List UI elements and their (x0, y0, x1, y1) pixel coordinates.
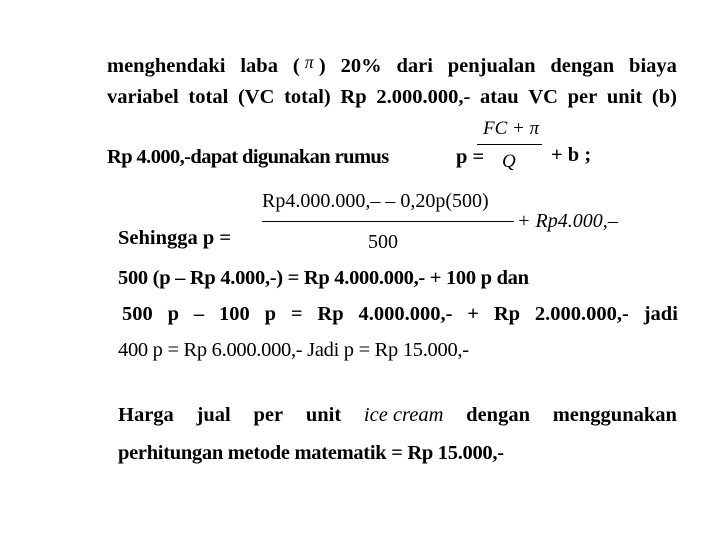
word: Rp (493, 303, 521, 325)
word: 2.000.000,- (534, 303, 629, 325)
word: p (167, 303, 180, 325)
formula-fraction-bar (477, 144, 542, 145)
word: Rp (340, 86, 367, 108)
word: Rp (317, 303, 344, 325)
word: biaya (629, 55, 677, 77)
step-line2 (122, 304, 678, 325)
word: penjualan (447, 55, 536, 77)
step-line1: 500 (p – Rp 4.000,-) = Rp 4.000.000,- + 100 p dan (118, 267, 529, 289)
word: per (567, 86, 598, 108)
word: jual (196, 404, 231, 426)
word-italic: ice cream (363, 404, 444, 426)
word: atau (479, 86, 519, 108)
word: VC (528, 86, 558, 108)
word: per (253, 404, 284, 426)
profit-symbol: ( π ) (292, 52, 326, 77)
word: + (467, 303, 479, 325)
word: jadi (643, 303, 678, 325)
para1-line1 (107, 52, 677, 77)
word: 2.000.000,- (376, 86, 471, 108)
sehingga-tail: + Rp4.000,– (517, 210, 618, 232)
word: laba (240, 55, 278, 77)
word: 4.000.000,- (358, 303, 453, 325)
word: (VC (237, 86, 275, 108)
word: dengan (466, 404, 530, 426)
word: – (193, 303, 205, 325)
formula-tail: + b ; (551, 144, 592, 166)
word: menggunakan (552, 404, 677, 426)
formula-numerator: FC + π (483, 118, 540, 139)
word: (b) (651, 86, 677, 108)
word: unit (606, 86, 643, 108)
sehingga-numerator (262, 191, 489, 211)
conclusion-line1 (118, 405, 677, 426)
conclusion-line2: perhitungan metode matematik = Rp 15.000,- (118, 442, 504, 464)
word: variabel (107, 86, 179, 108)
numerator-text: Rp4.000.000,– – 0,20p(500) (262, 190, 489, 212)
word: Harga (118, 404, 174, 426)
word: menghendaki (107, 55, 226, 77)
sehingga-fraction-bar (262, 221, 514, 222)
word: = (290, 303, 303, 325)
word: 20% (340, 55, 382, 77)
word: p (264, 303, 276, 325)
sehingga-label: Sehingga p = (118, 227, 232, 249)
word: dari (396, 55, 433, 77)
step-line3: 400 p = Rp 6.000.000,- Jadi p = Rp 15.000,- (118, 339, 469, 361)
word: dengan (550, 55, 615, 77)
word: total) (284, 86, 331, 108)
para1-line3-text: Rp 4.000,-dapat digunakan rumus (107, 146, 389, 168)
word: 500 (122, 303, 153, 325)
word: unit (305, 404, 342, 426)
formula-denominator: Q (502, 151, 516, 172)
sehingga-denominator: 500 (368, 231, 398, 253)
formula-p-equals: p = (456, 146, 485, 168)
word: 100 (218, 303, 250, 325)
word: total (188, 86, 229, 108)
para1-line2 (107, 87, 677, 108)
